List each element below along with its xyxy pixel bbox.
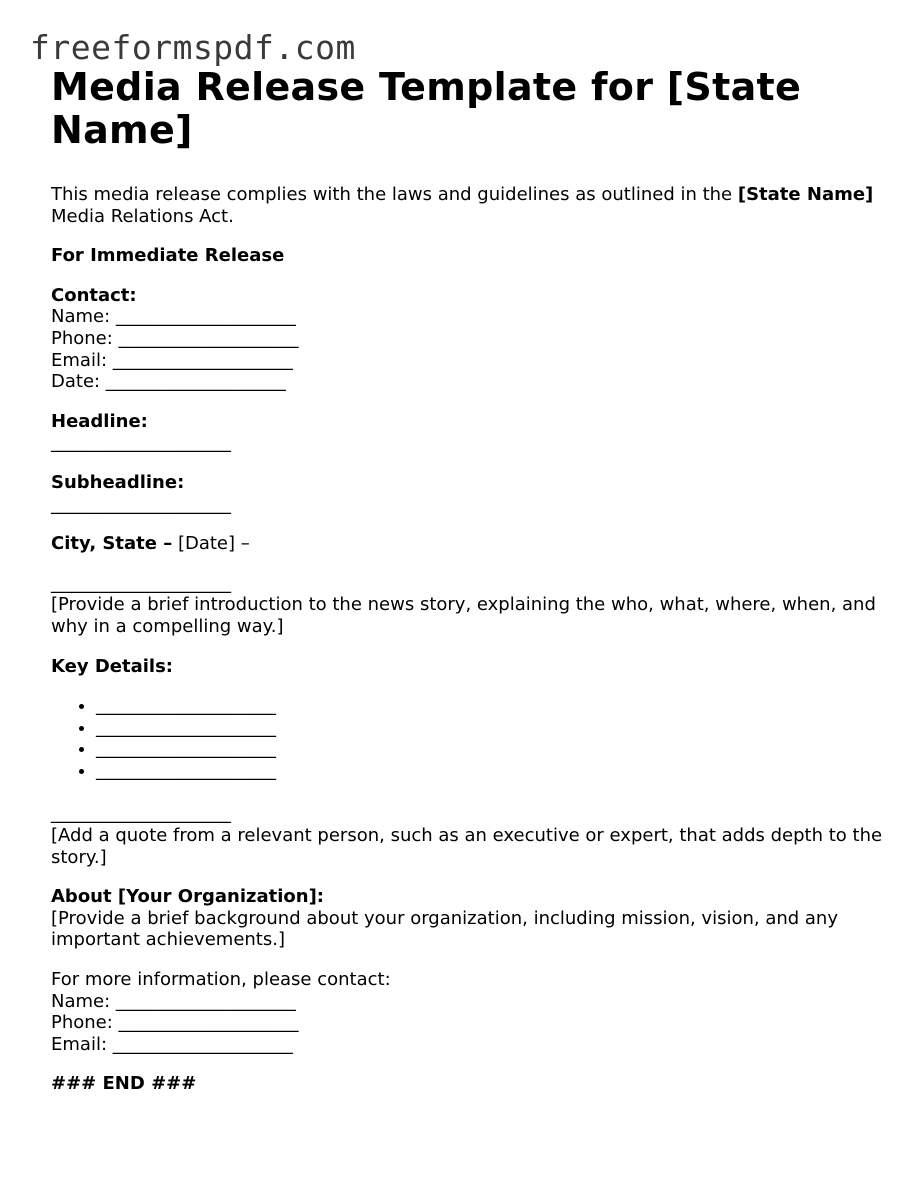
contact-section (51, 285, 891, 393)
quote-blank: ____________________ (51, 803, 231, 825)
document-body (51, 66, 891, 1113)
more-info-intro: For more information, please contact: (51, 969, 391, 991)
dateline-label: City, State – (51, 533, 173, 555)
watermark: freeformspdf.com (30, 28, 356, 67)
subheadline-label: Subheadline: (51, 471, 185, 493)
key-details-label: Key Details: (51, 655, 173, 677)
end-marker: ### END ### (51, 1073, 197, 1095)
list-item: • ____________________ (96, 760, 891, 782)
dateline-date: [Date] – (172, 533, 250, 555)
subheadline-section (51, 472, 891, 515)
intro-paragraph-section (51, 573, 891, 638)
about-label: About [Your Organization]: (51, 886, 324, 908)
headline-label: Headline: (51, 410, 148, 432)
intro-paragraph-blank: ____________________ (51, 572, 231, 594)
more-info-name-field: Name: ____________________ (51, 990, 296, 1012)
intro-text-before: This media release complies with the laws and guidelines as outlined in the (51, 184, 738, 205)
contact-date-field: Date: ____________________ (51, 371, 286, 393)
subheadline-blank: ____________________ (51, 493, 231, 515)
about-section (51, 886, 891, 951)
page-title: Media Release Template for [State Name] (51, 65, 802, 152)
more-info-email-field: Email: ____________________ (51, 1033, 293, 1055)
more-info-section (51, 969, 891, 1055)
contact-email-field: Email: ____________________ (51, 349, 293, 371)
headline-blank: ____________________ (51, 432, 231, 454)
dateline (51, 533, 891, 555)
intro-paragraph-text: [Provide a brief introduction to the news story, explaining the who, what, where, when, and why in a compelling way.] (51, 594, 876, 637)
list-item: • ____________________ (96, 738, 891, 760)
list-item: • ____________________ (96, 695, 891, 717)
about-text: [Provide a brief background about your organization, including mission, vision, and any important achievements.] (51, 907, 838, 951)
headline-section (51, 411, 891, 454)
quote-section (51, 803, 891, 868)
key-details-list (51, 695, 891, 781)
quote-text: [Add a quote from a relevant person, such as an executive or expert, that adds depth to the story.] (51, 825, 883, 868)
intro-text-after: Media Relations Act. (51, 205, 234, 227)
compliance-intro (51, 184, 891, 227)
immediate-release-label: For Immediate Release (51, 245, 285, 267)
contact-phone-field: Phone: ____________________ (51, 327, 299, 349)
contact-heading: Contact: (51, 284, 137, 306)
intro-state-name: [State Name] (737, 184, 874, 205)
more-info-phone-field: Phone: ____________________ (51, 1012, 299, 1034)
list-item: • ____________________ (96, 717, 891, 739)
contact-name-field: Name: ____________________ (51, 306, 296, 328)
